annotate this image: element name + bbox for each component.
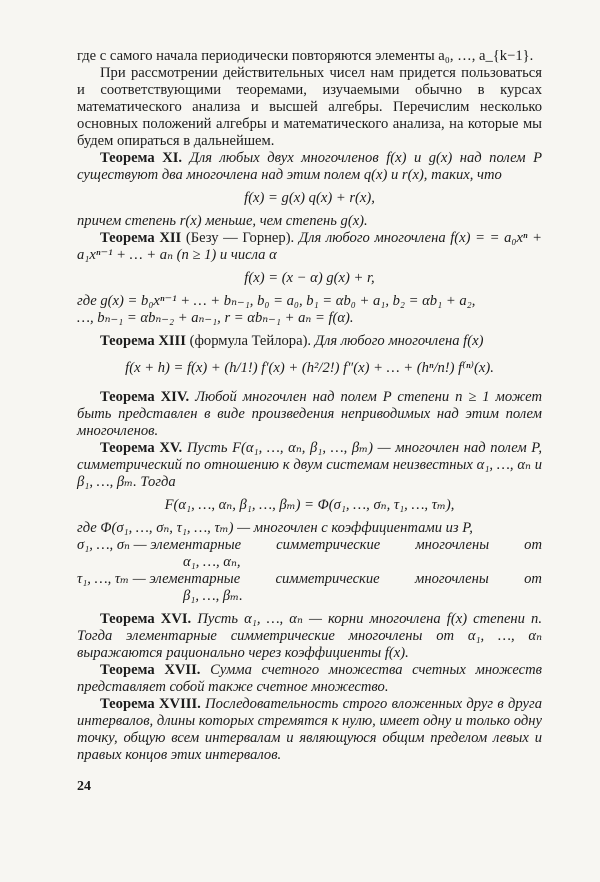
tau-row-left: τ₁, …, τₘ — элементарные (77, 571, 241, 587)
tau-row-mid: симметрические (275, 571, 380, 587)
theorem-13 (77, 333, 542, 350)
tau-row-mid2: многочлены (415, 571, 489, 587)
theorem-16-heading: Теорема XVI. (100, 611, 192, 627)
theorem-11-text: Для любых двух многочленов f(x) и g(x) над полем P существуют два многочлена над этим полем q(x) и r(x), таких, что (77, 150, 542, 183)
tau-row-right: от (524, 571, 542, 587)
theorem-12-tail-1: где g(x) = b₀xⁿ⁻¹ + … + bₙ₋₁, b₀ = a₀, b₁ = αb₀ + a₁, b₂ = αb₁ + a₂, (77, 293, 476, 309)
theorem-18-text: Последовательность строго вложенных друг в друга интервалов, длины которых стремятся к нулю, имеет одну и только одну точку, общую всем интервалам и являющуюся общим пределом левых и правых концов этих интервалов. (77, 696, 542, 763)
page-number: 24 (77, 779, 91, 794)
theorem-12-name: (Безу — Горнер). (185, 230, 295, 246)
theorem-11-heading: Теорема XI. (100, 150, 183, 166)
theorem-12-text: Для любого многочлена f(x) = = a₀xⁿ + a₁xⁿ⁻¹ + … + aₙ (n ≥ 1) и числа α (77, 230, 543, 263)
sigma-row-mid2: многочлены (415, 537, 490, 553)
theorem-11-tail: причем степень r(x) меньше, чем степень g(x). (77, 213, 368, 229)
theorem-16 (77, 611, 542, 662)
taylor-formula: f(x + h) = f(x) + (h/1!) f′(x) + (h²/2!) f″(x) + … + (hⁿ/n!) f⁽ⁿ⁾(x). (125, 360, 494, 376)
theorem-12-formula: f(x) = (x − α) g(x) + r, (244, 270, 375, 286)
sigma-row-sub: α₁, …, αₙ, (183, 554, 241, 570)
theorem-15 (77, 440, 542, 491)
theorem-11-formula: f(x) = g(x) q(x) + r(x), (244, 190, 375, 206)
intro-paragraph: При рассмотрении действительных чисел нам придется пользоваться и соответствующими теоремами, изучаемыми обычно в курсах математического анализа и высшей алгебры. Перечислим несколько основных положений алгебры и математического анализа, на которые мы будем опираться в дальнейшем. (77, 65, 542, 149)
theorem-14 (77, 389, 542, 440)
theorem-14-text: Любой многочлен над полем P степени n ≥ 1 может быть представлен в виде произведения неприводимых над этим полем многочленов. (77, 389, 542, 439)
sigma-row-right: от (524, 537, 542, 553)
sigma-row-left: σ₁, …, σₙ — элементарные (77, 537, 242, 553)
theorem-12 (77, 230, 542, 264)
theorem-17-heading: Теорема XVII. (100, 662, 201, 678)
theorem-18 (77, 696, 542, 764)
tau-row-sub: β₁, …, βₘ. (183, 588, 243, 604)
theorem-13-name: (формула Тейлора). (189, 333, 312, 349)
sigma-row (77, 537, 542, 554)
theorem-12-tail-2: …, bₙ₋₁ = αbₙ₋₂ + aₙ₋₁, r = αbₙ₋₁ + aₙ = f(α). (77, 310, 354, 326)
theorem-15-formula: F(α₁, …, αₙ, β₁, …, βₘ) = Φ(σ₁, …, σₙ, τ₁, …, τₘ), (164, 497, 455, 513)
theorem-13-heading: Теорема XIII (100, 333, 186, 349)
sigma-row-mid: симметрические (276, 537, 381, 553)
page-content (77, 48, 542, 764)
theorem-17 (77, 662, 542, 696)
theorem-18-heading: Теорема XVIII. (100, 696, 201, 712)
theorem-11 (77, 150, 542, 184)
theorem-12-heading: Теорема XII (100, 230, 182, 246)
theorem-14-heading: Теорема XIV. (100, 389, 190, 405)
theorem-16-text: Пусть α₁, …, αₙ — корни многочлена f(x) степени n. Тогда элементарные симметрические многочлены от α₁, …, αₙ выражаются рационально через коэффициенты f(x). (77, 611, 543, 661)
intro-line: где с самого начала периодически повторяются элементы a₀, …, a_{k−1}. (77, 48, 534, 64)
tau-row (77, 571, 542, 588)
theorem-15-tail: где Φ(σ₁, …, σₙ, τ₁, …, τₘ) — многочлен с коэффициентами из P, (77, 520, 473, 536)
theorem-15-heading: Теорема XV. (100, 440, 183, 456)
theorem-15-text: Пусть F(α₁, …, αₙ, β₁, …, βₘ) — многочлен над полем P, симметрический по отношению к двум системам неизвестных α₁, …, αₙ и β₁, …, βₘ. Тогда (77, 440, 542, 490)
theorem-17-text: Сумма счетного множества счетных множеств представляет собой также счетное множество. (77, 662, 543, 695)
theorem-13-text: Для любого многочлена f(x) (314, 333, 484, 349)
